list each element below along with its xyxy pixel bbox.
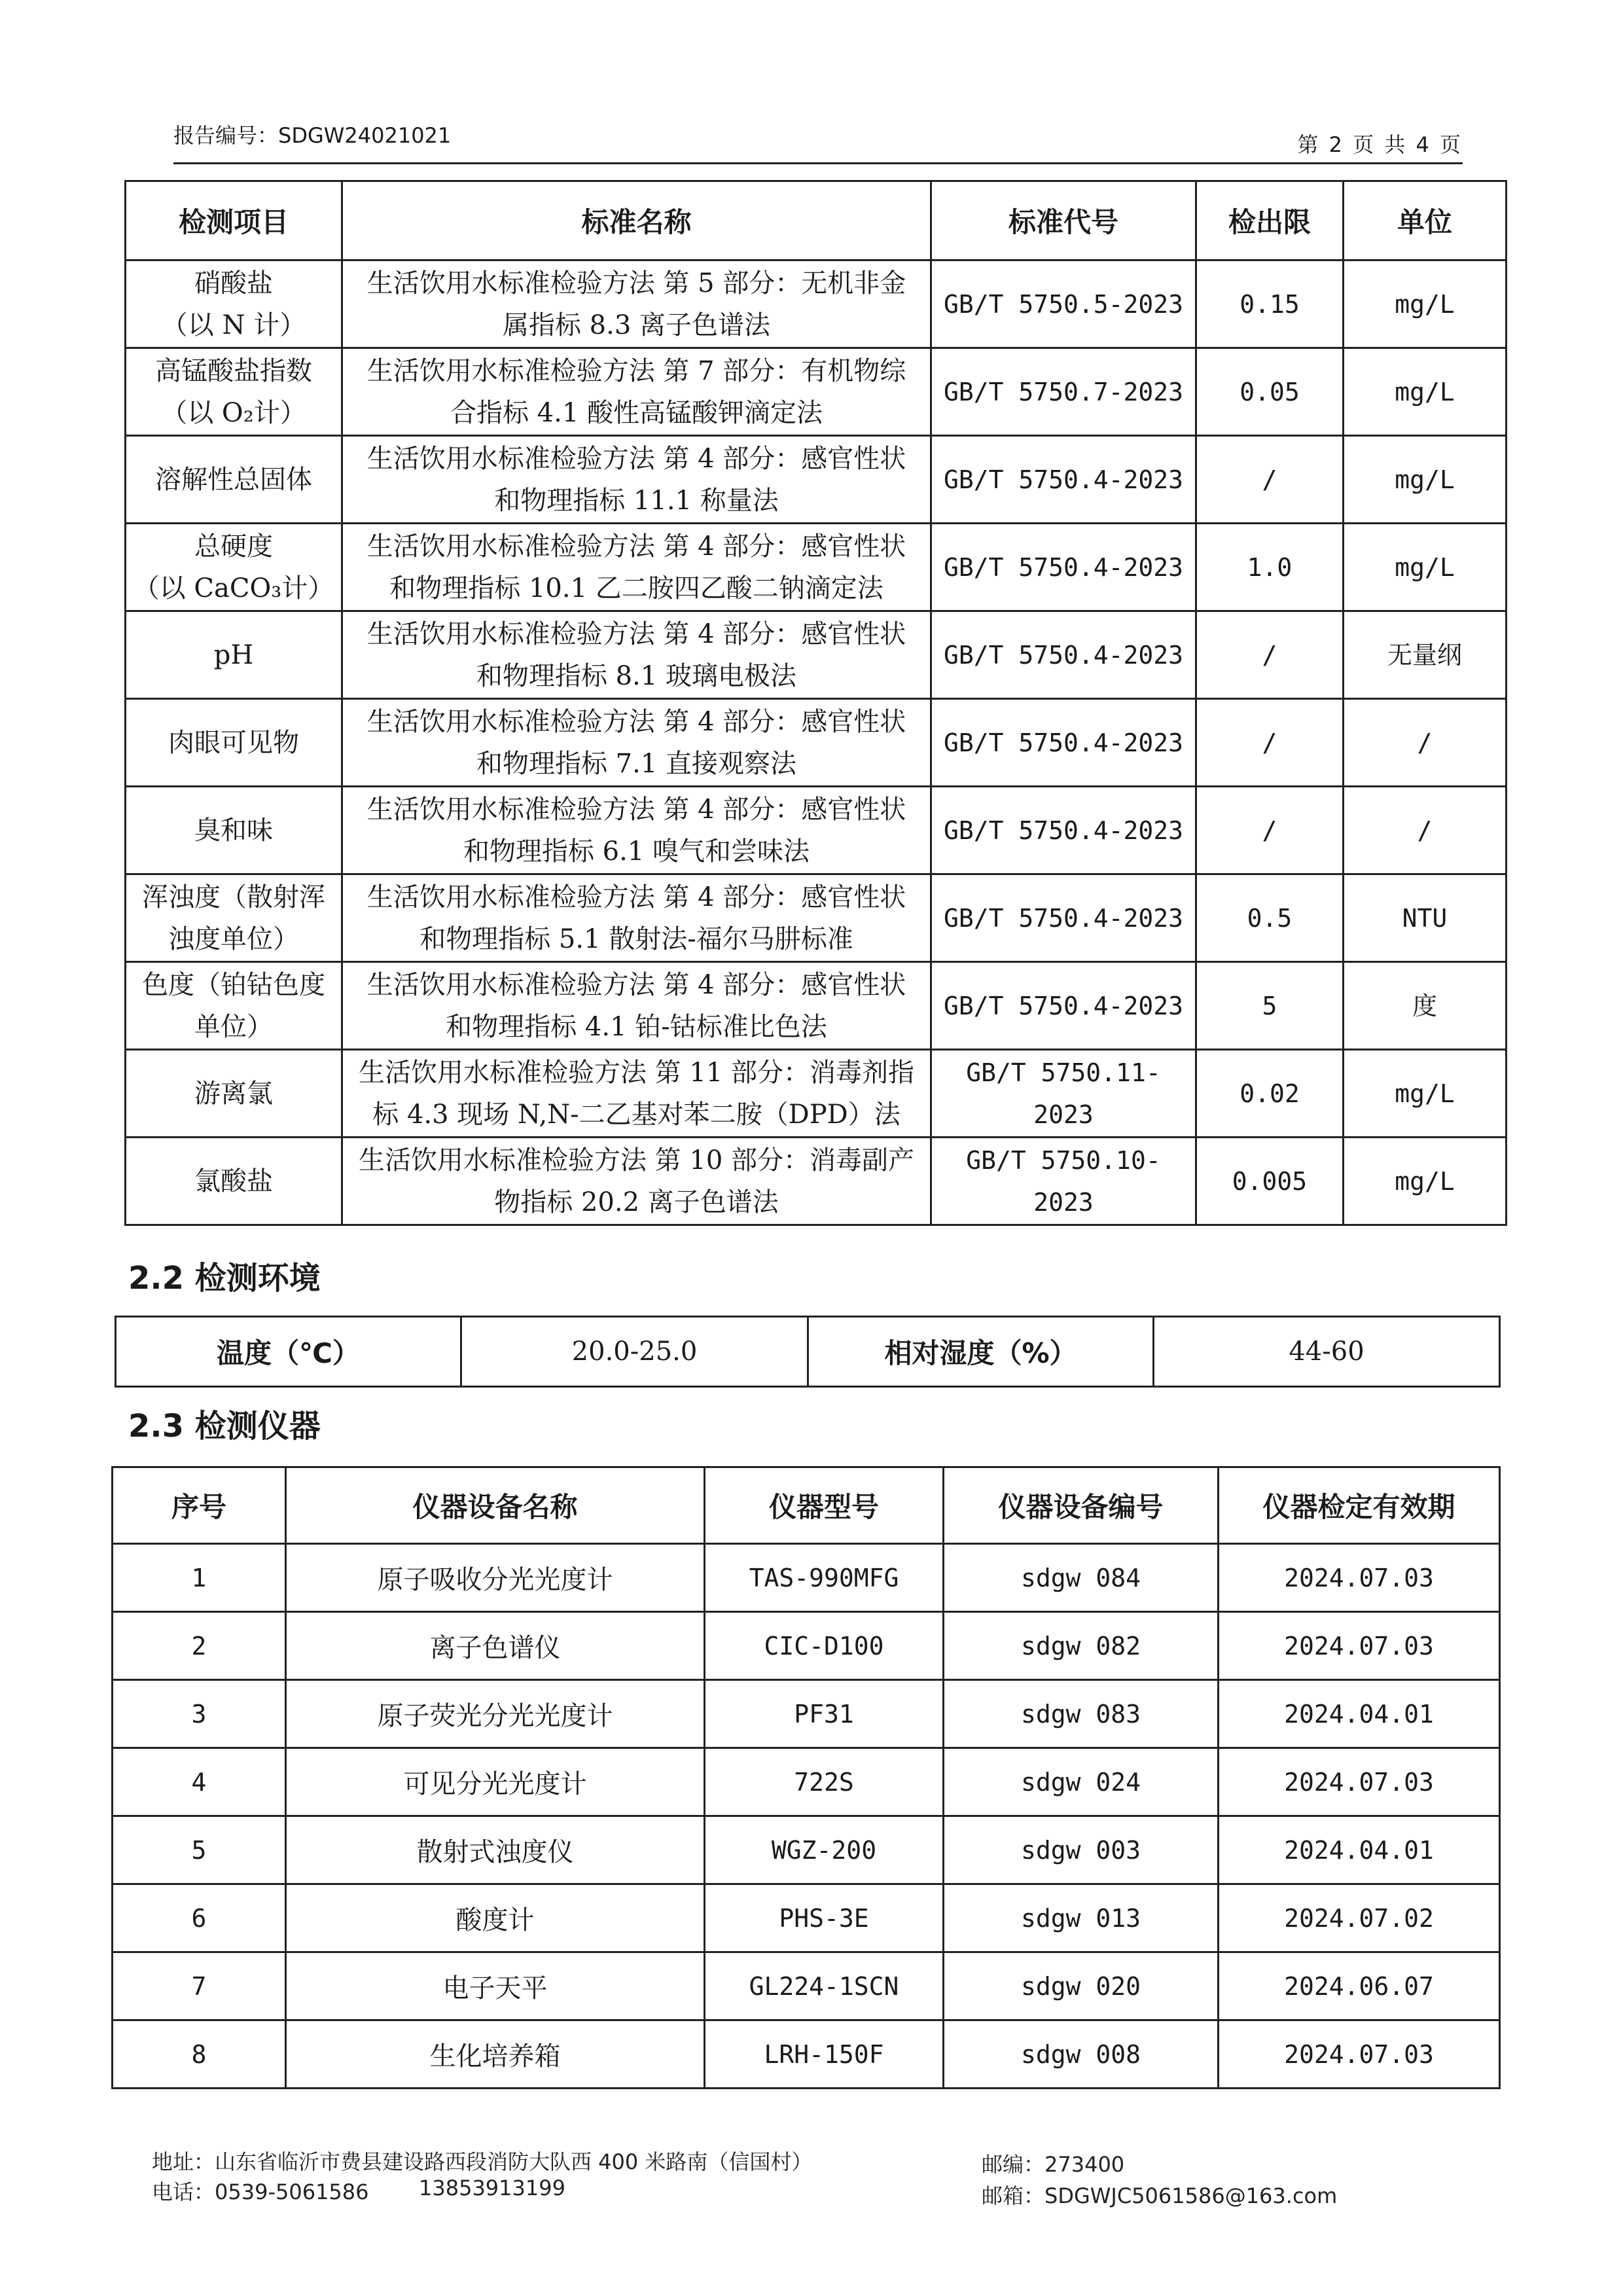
standard-code-cell: GB/T 5750.4-2023	[931, 699, 1196, 787]
detection-limit-cell: /	[1196, 611, 1344, 699]
item-cell	[126, 260, 342, 348]
humidity-label: 相对湿度（%）	[808, 1317, 1154, 1387]
standard-name-cell: 生活饮用水标准检验方法 第 4 部分：感官性状和物理指标 5.1 散射法-福尔马肼标准	[342, 874, 931, 962]
col-header-item: 检测项目	[126, 181, 342, 260]
unit-cell: NTU	[1344, 874, 1507, 962]
standard-name-cell: 生活饮用水标准检验方法 第 4 部分：感官性状和物理指标 10.1 乙二胺四乙酸二钠滴定法	[342, 524, 931, 611]
instrument-id-cell: sdgw 084	[944, 1544, 1219, 1612]
instrument-valid-cell: 2024.04.01	[1219, 1816, 1500, 1884]
instrument-no-cell: 1	[113, 1544, 286, 1612]
header-divider	[173, 162, 1463, 164]
col-header-standard-code: 标准代号	[931, 181, 1196, 260]
item-cell	[126, 1050, 342, 1138]
item-subtitle: 单位）	[194, 1011, 273, 1042]
table-row	[126, 787, 1507, 874]
instrument-valid-cell: 2024.07.03	[1219, 1748, 1500, 1816]
item-name: 臭和味	[194, 815, 273, 846]
col-header-model: 仪器型号	[705, 1467, 944, 1544]
instrument-model-cell: 722S	[705, 1748, 944, 1816]
instrument-valid-cell: 2024.07.03	[1219, 1544, 1500, 1612]
item-name: 游离氯	[194, 1078, 273, 1109]
standard-name-cell: 生活饮用水标准检验方法 第 5 部分：无机非金属指标 8.3 离子色谱法	[342, 260, 931, 348]
page-number: 第 2 页 共 4 页	[1297, 132, 1461, 157]
instrument-model-cell: WGZ-200	[705, 1816, 944, 1884]
unit-cell: mg/L	[1344, 260, 1507, 348]
table-row	[126, 699, 1507, 787]
standard-code-cell: GB/T 5750.11-2023	[931, 1050, 1196, 1138]
unit-cell: mg/L	[1344, 436, 1507, 524]
instrument-valid-cell: 2024.04.01	[1219, 1680, 1500, 1748]
instrument-id-cell: sdgw 013	[944, 1884, 1219, 1952]
unit-cell: mg/L	[1344, 348, 1507, 436]
item-cell	[126, 962, 342, 1050]
standard-code-cell: GB/T 5750.4-2023	[931, 787, 1196, 874]
environment-row	[116, 1317, 1500, 1387]
instrument-no-cell: 3	[113, 1680, 286, 1748]
instrument-valid-cell: 2024.06.07	[1219, 1952, 1500, 2020]
detection-limit-cell: 0.005	[1196, 1138, 1344, 1225]
temperature-label: 温度（℃）	[116, 1317, 461, 1387]
table-row	[126, 436, 1507, 524]
instrument-name-cell: 生化培养箱	[286, 2020, 705, 2089]
instrument-id-cell: sdgw 020	[944, 1952, 1219, 2020]
standard-name-cell: 生活饮用水标准检验方法 第 4 部分：感官性状和物理指标 6.1 嗅气和尝味法	[342, 787, 931, 874]
standard-name-cell: 生活饮用水标准检验方法 第 4 部分：感官性状和物理指标 4.1 铂-钴标准比色法	[342, 962, 931, 1050]
detection-limit-cell: /	[1196, 787, 1344, 874]
detection-limit-cell: 0.5	[1196, 874, 1344, 962]
unit-cell: mg/L	[1344, 524, 1507, 611]
item-subtitle: 浊度单位）	[168, 924, 299, 954]
standard-name-cell: 生活饮用水标准检验方法 第 4 部分：感官性状和物理指标 8.1 玻璃电极法	[342, 611, 931, 699]
item-subtitle: （以 CaCO₃计）	[133, 573, 334, 603]
standard-code-cell: GB/T 5750.10-2023	[931, 1138, 1196, 1225]
instrument-valid-cell: 2024.07.03	[1219, 1612, 1500, 1680]
table-row	[113, 1544, 1500, 1612]
instrument-no-cell: 5	[113, 1816, 286, 1884]
instruments-header-row	[113, 1467, 1500, 1544]
standard-code-cell: GB/T 5750.4-2023	[931, 611, 1196, 699]
unit-cell: 度	[1344, 962, 1507, 1050]
table-row	[126, 524, 1507, 611]
standard-name-cell: 生活饮用水标准检验方法 第 4 部分：感官性状和物理指标 7.1 直接观察法	[342, 699, 931, 787]
detection-limit-cell: /	[1196, 699, 1344, 787]
item-cell	[126, 524, 342, 611]
instrument-model-cell: PF31	[705, 1680, 944, 1748]
instrument-id-cell: sdgw 024	[944, 1748, 1219, 1816]
instrument-id-cell: sdgw 082	[944, 1612, 1219, 1680]
item-name: 总硬度	[194, 531, 273, 562]
item-name: 浑浊度（散射浑	[142, 882, 325, 912]
instrument-valid-cell: 2024.07.03	[1219, 2020, 1500, 2089]
standards-table	[124, 180, 1507, 1226]
table-row	[126, 611, 1507, 699]
temperature-value: 20.0-25.0	[461, 1317, 808, 1387]
item-name: 硝酸盐	[194, 268, 273, 298]
section-title-environment: 2.2 检测环境	[128, 1260, 321, 1297]
instrument-name-cell: 离子色谱仪	[286, 1612, 705, 1680]
instrument-id-cell: sdgw 008	[944, 2020, 1219, 2089]
standard-code-cell: GB/T 5750.4-2023	[931, 962, 1196, 1050]
col-header-standard-name: 标准名称	[342, 181, 931, 260]
instrument-no-cell: 6	[113, 1884, 286, 1952]
table-row	[113, 2020, 1500, 2089]
standard-name-cell: 生活饮用水标准检验方法 第 11 部分：消毒剂指标 4.3 现场 N,N-二乙基对苯二胺（DPD）法	[342, 1050, 931, 1138]
item-name: 溶解性总固体	[155, 464, 312, 495]
instrument-model-cell: TAS-990MFG	[705, 1544, 944, 1612]
unit-cell: mg/L	[1344, 1050, 1507, 1138]
section-title-instruments: 2.3 检测仪器	[128, 1408, 321, 1444]
instruments-body	[113, 1544, 1500, 2089]
standards-body	[126, 260, 1507, 1225]
instrument-name-cell: 可见分光光度计	[286, 1748, 705, 1816]
table-row	[126, 348, 1507, 436]
standard-name-cell: 生活饮用水标准检验方法 第 10 部分：消毒副产物指标 20.2 离子色谱法	[342, 1138, 931, 1225]
instrument-name-cell: 原子吸收分光光度计	[286, 1544, 705, 1612]
detection-limit-cell: 5	[1196, 962, 1344, 1050]
footer-phone: 电话：0539-5061586	[152, 2179, 369, 2204]
detection-limit-cell: 0.02	[1196, 1050, 1344, 1138]
table-row	[113, 1952, 1500, 2020]
environment-table	[115, 1316, 1501, 1388]
standard-name-cell: 生活饮用水标准检验方法 第 4 部分：感官性状和物理指标 11.1 称量法	[342, 436, 931, 524]
humidity-value: 44-60	[1154, 1317, 1500, 1387]
footer-postcode: 邮编：273400	[982, 2152, 1125, 2177]
item-name: 高锰酸盐指数	[155, 355, 312, 386]
footer-mobile: 13853913199	[419, 2176, 565, 2200]
item-name: 肉眼可见物	[168, 727, 299, 758]
table-row	[113, 1748, 1500, 1816]
item-cell	[126, 874, 342, 962]
unit-cell: 无量纲	[1344, 611, 1507, 699]
instrument-name-cell: 电子天平	[286, 1952, 705, 2020]
instrument-no-cell: 8	[113, 2020, 286, 2089]
table-row	[126, 962, 1507, 1050]
instrument-no-cell: 2	[113, 1612, 286, 1680]
instruments-table	[111, 1466, 1501, 2089]
item-cell	[126, 787, 342, 874]
table-row	[113, 1884, 1500, 1952]
col-header-instrument-name: 仪器设备名称	[286, 1467, 705, 1544]
col-header-unit: 单位	[1344, 181, 1507, 260]
table-row	[126, 1138, 1507, 1225]
item-cell	[126, 1138, 342, 1225]
unit-cell: /	[1344, 699, 1507, 787]
table-row	[113, 1680, 1500, 1748]
instrument-id-cell: sdgw 083	[944, 1680, 1219, 1748]
table-row	[126, 874, 1507, 962]
item-cell	[126, 348, 342, 436]
footer-address: 地址：山东省临沂市费县建设路西段消防大队西 400 米路南（信国村）	[152, 2149, 813, 2174]
instrument-name-cell: 原子荧光分光光度计	[286, 1680, 705, 1748]
standard-code-cell: GB/T 5750.4-2023	[931, 524, 1196, 611]
item-cell	[126, 699, 342, 787]
detection-limit-cell: 0.15	[1196, 260, 1344, 348]
instrument-model-cell: CIC-D100	[705, 1612, 944, 1680]
item-cell	[126, 611, 342, 699]
unit-cell: /	[1344, 787, 1507, 874]
report-number: 报告编号：SDGW24021021	[173, 123, 452, 148]
table-row	[126, 1050, 1507, 1138]
table-row	[126, 260, 1507, 348]
detection-limit-cell: /	[1196, 436, 1344, 524]
col-header-no: 序号	[113, 1467, 286, 1544]
table-row	[113, 1612, 1500, 1680]
standard-code-cell: GB/T 5750.7-2023	[931, 348, 1196, 436]
item-name: 色度（铂钴色度	[142, 969, 325, 1000]
instrument-model-cell: PHS-3E	[705, 1884, 944, 1952]
instrument-model-cell: GL224-1SCN	[705, 1952, 944, 2020]
standard-code-cell: GB/T 5750.4-2023	[931, 874, 1196, 962]
instrument-id-cell: sdgw 003	[944, 1816, 1219, 1884]
instrument-name-cell: 酸度计	[286, 1884, 705, 1952]
item-subtitle: （以 O₂计）	[161, 397, 306, 428]
standard-code-cell: GB/T 5750.4-2023	[931, 436, 1196, 524]
instrument-no-cell: 4	[113, 1748, 286, 1816]
unit-cell: mg/L	[1344, 1138, 1507, 1225]
instrument-name-cell: 散射式浊度仪	[286, 1816, 705, 1884]
detection-limit-cell: 1.0	[1196, 524, 1344, 611]
col-header-detection-limit: 检出限	[1196, 181, 1344, 260]
footer-email: 邮箱：SDGWJC5061586@163.com	[982, 2183, 1338, 2208]
detection-limit-cell: 0.05	[1196, 348, 1344, 436]
item-subtitle: （以 N 计）	[161, 310, 306, 340]
col-header-valid-until: 仪器检定有效期	[1219, 1467, 1500, 1544]
col-header-instrument-id: 仪器设备编号	[944, 1467, 1219, 1544]
instrument-no-cell: 7	[113, 1952, 286, 2020]
instrument-valid-cell: 2024.07.02	[1219, 1884, 1500, 1952]
standard-name-cell: 生活饮用水标准检验方法 第 7 部分：有机物综合指标 4.1 酸性高锰酸钾滴定法	[342, 348, 931, 436]
standards-header-row	[126, 181, 1507, 260]
item-name: pH	[213, 639, 254, 670]
instrument-model-cell: LRH-150F	[705, 2020, 944, 2089]
standard-code-cell: GB/T 5750.5-2023	[931, 260, 1196, 348]
item-cell	[126, 436, 342, 524]
table-row	[113, 1816, 1500, 1884]
item-name: 氯酸盐	[194, 1166, 273, 1196]
